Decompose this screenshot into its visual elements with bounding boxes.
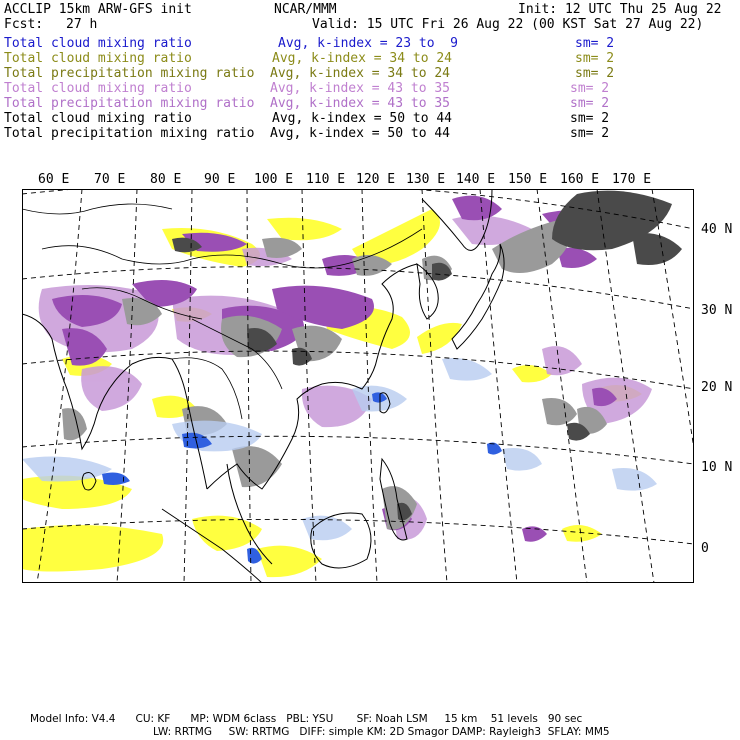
legend-field: Total precipitation mixing ratio (4, 96, 255, 111)
legend-avg: Avg, k-index = 34 to 24 (272, 51, 453, 66)
org-label: NCAR/MMM (274, 2, 337, 17)
legend-avg: Avg, k-index = 34 to 24 (270, 66, 451, 81)
legend-field: Total cloud mixing ratio (4, 111, 192, 126)
valid-time: Valid: 15 UTC Fri 26 Aug 22 (00 KST Sat 27 Aug 22) (312, 17, 704, 32)
lon-label: 110 E (306, 172, 346, 187)
lon-label: 60 E (38, 172, 70, 187)
lon-label: 100 E (254, 172, 294, 187)
lat-label: 20 N (701, 380, 733, 395)
legend-field: Total cloud mixing ratio (4, 36, 192, 51)
legend-avg: Avg, k-index = 43 to 35 (270, 81, 451, 96)
legend-sm: sm= 2 (575, 36, 615, 51)
lon-label: 160 E (560, 172, 600, 187)
legend-avg: Avg, k-index = 50 to 44 (270, 126, 451, 141)
legend-sm: sm= 2 (575, 66, 615, 81)
legend-avg: Avg, k-index = 50 to 44 (272, 111, 453, 126)
legend-avg: Avg, k-index = 43 to 35 (270, 96, 451, 111)
lon-label: 70 E (94, 172, 126, 187)
legend-sm: sm= 2 (570, 111, 610, 126)
lon-label: 150 E (508, 172, 548, 187)
legend-sm: sm= 2 (570, 126, 610, 141)
lon-label: 140 E (456, 172, 496, 187)
fcst-label: Fcst: (4, 17, 44, 32)
legend-sm: sm= 2 (575, 51, 615, 66)
model-info-line2: LW: RRTMG SW: RRTMG DIFF: simple KM: 2D Smagor DAMP: Rayleigh3 SFLAY: MM5 (153, 726, 610, 738)
lon-label: 80 E (150, 172, 182, 187)
lon-label: 170 E (612, 172, 652, 187)
lat-label: 40 N (701, 222, 733, 237)
lat-label: 10 N (701, 460, 733, 475)
legend-field: Total cloud mixing ratio (4, 51, 192, 66)
lon-label: 120 E (356, 172, 396, 187)
lon-label: 90 E (204, 172, 236, 187)
forecast-map (22, 189, 694, 583)
init-time: Init: 12 UTC Thu 25 Aug 22 (518, 2, 722, 17)
legend-avg: Avg, k-index = 23 to 9 (278, 36, 459, 51)
model-title: ACCLIP 15km ARW-GFS init (4, 2, 192, 17)
legend-field: Total precipitation mixing ratio (4, 126, 255, 141)
model-info-line1: Model Info: V4.4 CU: KF MP: WDM 6class PBL: YSU SF: Noah LSM 15 km 51 levels 90 sec (30, 713, 583, 725)
legend-field: Total cloud mixing ratio (4, 81, 192, 96)
legend-sm: sm= 2 (570, 96, 610, 111)
lat-label: 0 (701, 541, 709, 556)
legend-field: Total precipitation mixing ratio (4, 66, 255, 81)
fcst-value: 27 h (66, 17, 98, 32)
lat-label: 30 N (701, 303, 733, 318)
legend-sm: sm= 2 (570, 81, 610, 96)
lon-label: 130 E (406, 172, 446, 187)
